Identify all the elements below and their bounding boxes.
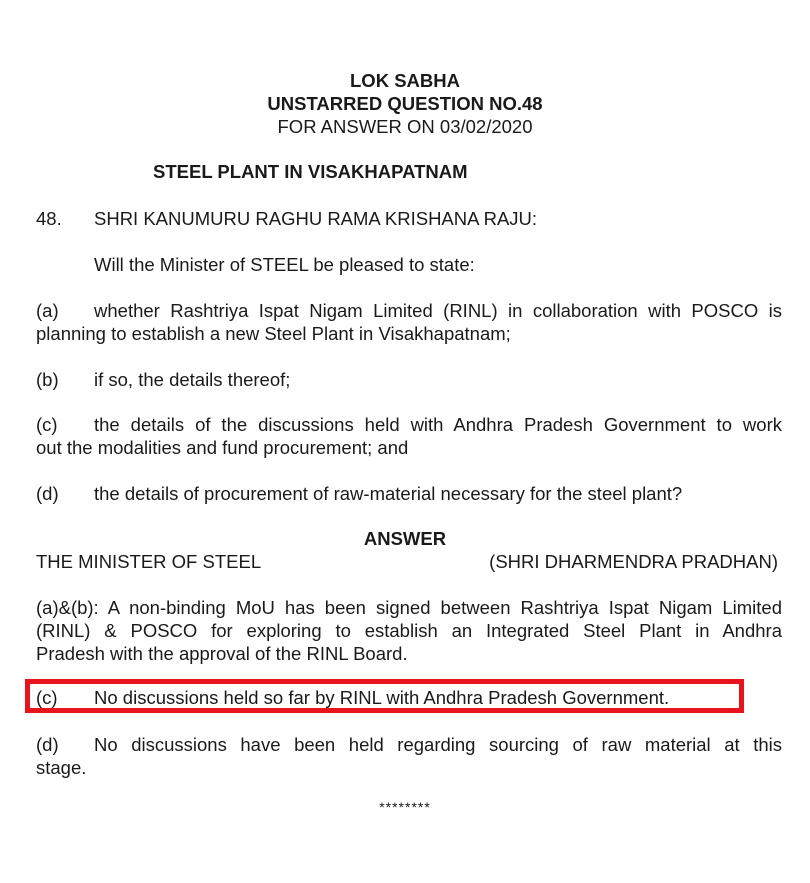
question-number-title: UNSTARRED QUESTION NO.48 <box>267 93 543 114</box>
question-c-tag: (c) <box>36 414 58 435</box>
answer-ab-line1: (a)&(b): A non-binding MoU has been signed between Rashtriya Ispat Nigam Limited <box>36 597 782 618</box>
question-b-tag: (b) <box>36 369 59 390</box>
question-d-text: the details of procurement of raw-material necessary for the steel plant? <box>94 483 683 504</box>
question-a-tag: (a) <box>36 300 59 321</box>
answer-d-line2: stage. <box>36 757 87 778</box>
question-b-text: if so, the details thereof; <box>94 369 291 390</box>
question-a <box>36 299 782 345</box>
minister-name: (SHRI DHARMENDRA PRADHAN) <box>489 551 778 572</box>
answer-ab-line2: (RINL) & POSCO for exploring to establish an Integrated Steel Plant in Andhra <box>36 620 782 641</box>
answer-d-line1: (d) No discussions have been held regarding sourcing of raw material at this <box>36 734 782 755</box>
question-d-tag: (d) <box>36 483 59 504</box>
answer-c-text: No discussions held so far by RINL with Andhra Pradesh Government. <box>94 687 670 708</box>
answer-c-tag: (c) <box>36 687 58 708</box>
house-title: LOK SABHA <box>350 70 460 91</box>
answer-date: FOR ANSWER ON 03/02/2020 <box>277 116 533 137</box>
question-c-line1: (c) the details of the discussions held with Andhra Pradesh Government to work <box>36 414 782 435</box>
subject-title: STEEL PLANT IN VISAKHAPATNAM <box>153 161 468 182</box>
question-number: 48. <box>36 208 62 229</box>
question-c-line2: out the modalities and fund procurement; and <box>36 437 409 458</box>
answer-ab-line3: Pradesh with the approval of the RINL Board. <box>36 643 408 664</box>
minister-office: THE MINISTER OF STEEL <box>36 551 262 572</box>
answer-heading: ANSWER <box>363 528 447 549</box>
question-a-line2: planning to establish a new Steel Plant in Visakhapatnam; <box>36 323 511 344</box>
answer-d <box>36 733 782 779</box>
answer-ab <box>36 596 782 665</box>
question-a-line1: (a) whether Rashtriya Ispat Nigam Limited (RINL) in collaboration with POSCO is <box>36 300 782 321</box>
end-mark: ******** <box>379 799 431 815</box>
question-c <box>36 413 782 459</box>
member-name: SHRI KANUMURU RAGHU RAMA KRISHANA RAJU: <box>94 208 538 229</box>
answer-d-tag: (d) <box>36 734 59 755</box>
question-intro: Will the Minister of STEEL be pleased to state: <box>94 254 475 275</box>
